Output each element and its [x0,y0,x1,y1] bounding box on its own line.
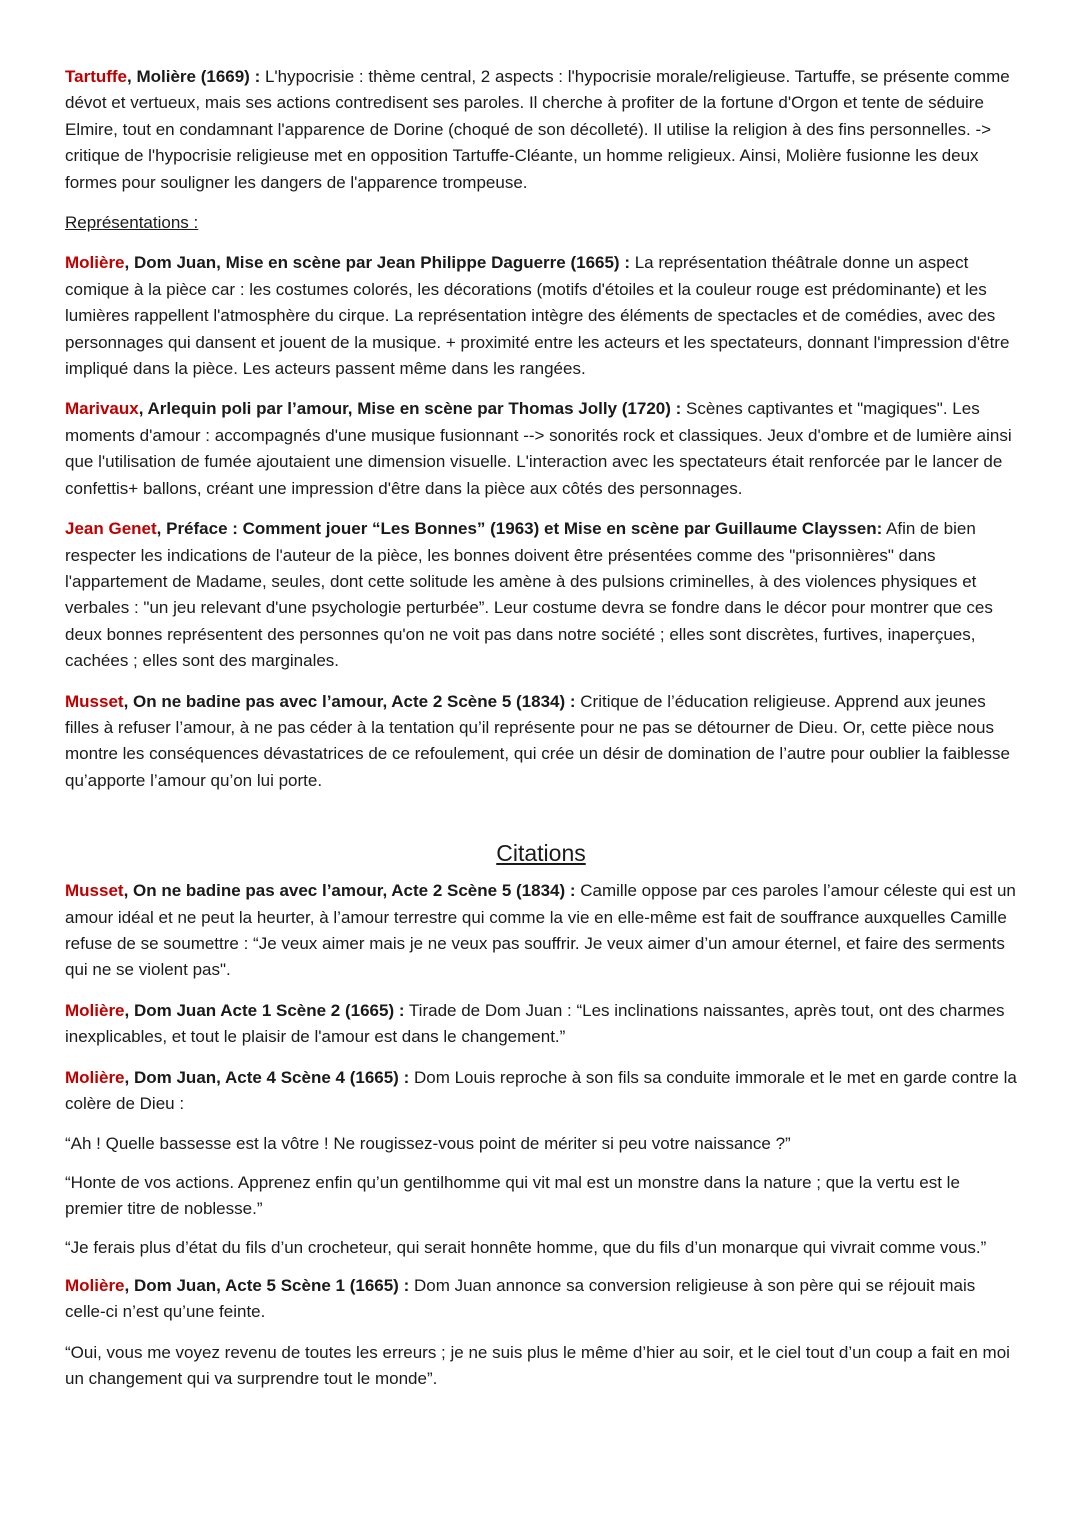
document-page [65,64,1017,1405]
work-title: , On ne badine pas avec l’amour, Acte 2 Scène 5 (1834) : [123,691,576,711]
citations-heading: Citations [496,840,586,867]
quote-line: “Je ferais plus d’état du fils d’un crocheteur, qui serait honnête homme, que du fils d’un monarque qui vivrait comme vous.” [65,1237,987,1257]
author-name: Molière [65,1276,125,1296]
representation-musset [65,689,1017,795]
work-title: , Dom Juan, Acte 4 Scène 4 (1665) : [124,1067,410,1087]
tartuffe-paragraph [65,64,1017,196]
author-name: Molière [65,1000,125,1020]
paragraph-text: Critique de l’éducation religieuse. Apprend aux jeunes filles à refuser l’amour, à ne pas céder à la tentation qu’il représente pour ne pas se détourner de Dieu. Or, cette pièce nous montre les conséquences dévastatrices de ce refoulement, qui crée un désir de domination de l’autre pour oublier la faiblesse qu’apporte l’amour qu’on lui porte. [65,691,1010,790]
citation-musset [65,878,1017,984]
quote-line: “Ah ! Quelle bassesse est la vôtre ! Ne rougissez-vous point de mériter si peu votre naissance ?” [65,1134,791,1154]
work-title: , Dom Juan, Mise en scène par Jean Philippe Daguerre (1665) : [124,253,630,273]
author-name: Molière [65,253,125,273]
work-title: , Arlequin poli par l’amour, Mise en scène par Thomas Jolly (1720) : [138,399,682,419]
work-title: , Préface : Comment jouer “Les Bonnes” (1963) et Mise en scène par Guillaume Clayssen: [156,519,883,539]
author-name: Marivaux [65,399,139,419]
quote-line: “Honte de vos actions. Apprenez enfin qu’un gentilhomme qui vit mal est un monstre dans la nature ; que la vertu est le premier titre de noblesse.” [65,1172,960,1219]
paragraph-text: Scènes captivantes et "magiques". Les moments d'amour : accompagnés d'une musique fusionnant --> sonorités rock et classiques. Jeux d'ombre et de lumière ainsi que l'utilisation de fumée ajoutaient une dimension visuelle. L'interaction avec les spectateurs était renforcée par le lancer de confettis+ ballons, créant une impression d'être dans la pièce aux côtés des personnages. [65,399,1012,498]
author-name: Molière [65,1067,125,1087]
paragraph-text: Dom Juan annonce sa conversion religieuse à son père qui se réjouit mais celle-ci n’est qu’une feinte. [65,1276,976,1322]
representation-arlequin [65,396,1017,502]
citation-dom-juan-act1 [65,998,1017,1051]
paragraph-text: Tirade de Dom Juan : “Les inclinations naissantes, après tout, ont des charmes inexplicables, et tout le plaisir de l'amour est dans le changement.” [65,1000,1005,1047]
work-title: , Dom Juan Acte 1 Scène 2 (1665) : [124,1000,405,1020]
citation-dom-juan-act5 [65,1273,1017,1326]
representation-dom-juan [65,250,1017,382]
author-name: Tartuffe [65,67,128,86]
paragraph-text: Camille oppose par ces paroles l’amour céleste qui est un amour idéal et ne peut la heurter, à l’amour terrestre qui comme la vie en elle-même est fait de souffrance auxquelles Camille refuse de se soumettre : “Je veux aimer mais je ne veux pas souffrir. Je veux aimer d’un amour éternel, et faire des serments qui ne se violent pas". [65,881,1016,980]
work-title: , On ne badine pas avec l’amour, Acte 2 Scène 5 (1834) : [123,881,576,901]
work-title: , Dom Juan, Acte 5 Scène 1 (1665) : [124,1276,410,1296]
representations-heading: Représentations : [65,213,199,233]
paragraph-text: La représentation théâtrale donne un aspect comique à la pièce car : les costumes colorés, les décorations (motifs d'étoiles et la couleur rouge est prédominante) et les lumières rappellent l'atmosphère du cirque. La représentation intègre des éléments de spectacles et de comédies, avec des personnages qui dansent et jouent de la musique. + proximité entre les acteurs et les spectateurs, donnant l'impression d'être impliqué dans la pièce. Les acteurs passent même dans les rangées. [65,253,1010,379]
paragraph-text: L'hypocrisie : thème central, 2 aspects : l'hypocrisie morale/religieuse. Tartuffe, se présente comme dévot et vertueux, mais ses actions contredisent ses paroles. Il cherche à profiter de la fortune d'Orgon et tente de séduire Elmire, tout en condamnant l'apparence de Dorine (choqué de son décolleté). Il utilise la religion à des fins personnelles. -> critique de l'hypocrisie religieuse met en opposition Tartuffe-Cléante, un homme religieux. Ainsi, Molière fusionne les deux formes pour souligner les dangers de l'apparence trompeuse. [65,67,1010,192]
quote-line: “Oui, vous me voyez revenu de toutes les erreurs ; je ne suis plus le même d’hier au soir, et le ciel tout d’un coup a fait en moi un changement qui va surprendre tout le monde”. [65,1342,1010,1389]
author-name: Musset [65,691,124,711]
author-name: Musset [65,881,124,901]
representation-les-bonnes [65,516,1017,674]
citation-dom-juan-act4 [65,1065,1017,1118]
paragraph-text: Afin de bien respecter les indications de l'auteur de la pièce, les bonnes doivent être présentées comme des "prisonnières" dans l'appartement de Madame, seules, dont cette solitude les amène à des pulsions criminelles, à des violences physiques et verbales : "un jeu relevant d'une psychologie perturbée”. Leur costume devra se fondre dans le décor pour montrer que ces deux bonnes représentent des personnes qu'on ne voit pas dans notre société ; elles sont discrètes, furtives, inaperçues, cachées ; elles sont des marginales. [65,519,993,671]
author-name: Jean Genet [65,519,157,539]
work-title: , Molière (1669) : [127,67,261,86]
paragraph-text: Dom Louis reproche à son fils sa conduite immorale et le met en garde contre la colère de Dieu : [65,1067,1017,1113]
